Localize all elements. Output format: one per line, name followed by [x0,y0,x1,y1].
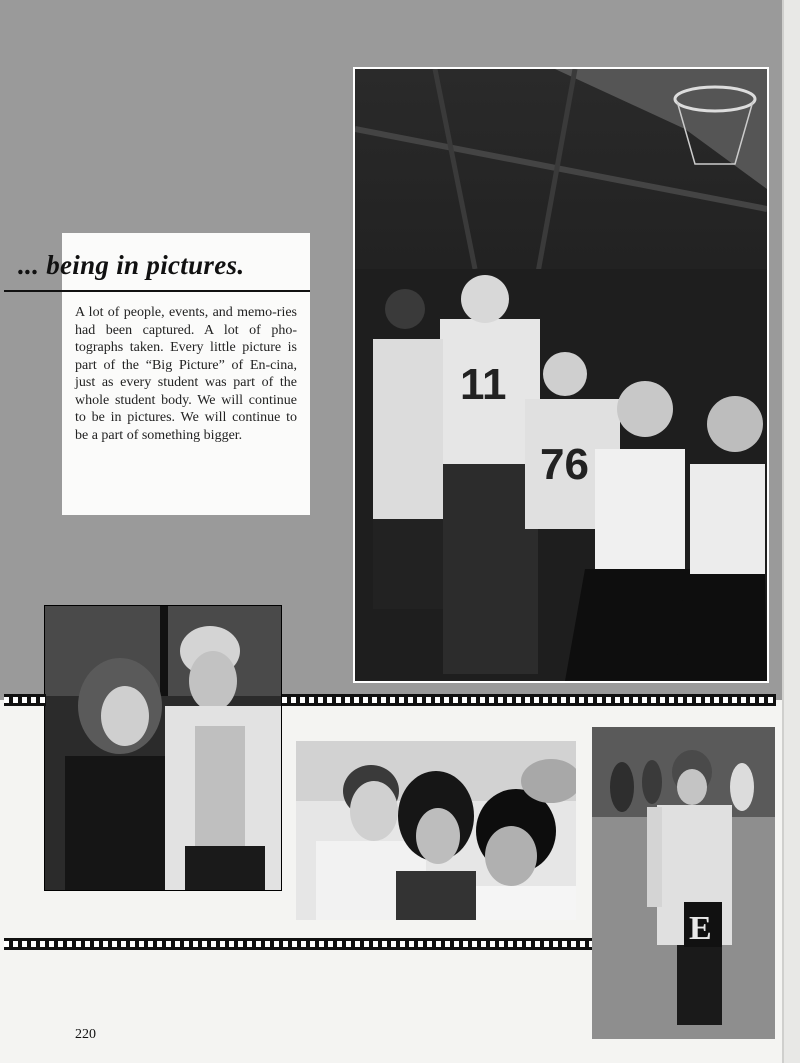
page-edge [782,0,800,1063]
group-image [296,741,576,920]
jersey-11-number: 11 [460,360,507,409]
page-number: 220 [75,1027,96,1042]
pep-rally-image [355,69,767,681]
group-photo [296,741,576,920]
couple-image [45,606,281,890]
page-heading: ... being in pictures. [18,250,245,280]
jersey-76-number: 76 [540,440,589,489]
heading-rule [4,290,310,292]
letter-e: E [689,910,712,947]
body-text: A lot of people, events, and memo-ries had been captured. A lot of pho-tographs taken. Every little picture is part of the “Big Picture” of En-cina, just as every student was part of the whole student body. We will continue to be in pictures. We will continue to be a part of something bigger. [75,305,297,443]
field-image [592,727,775,1039]
film-strip-top-left [4,694,46,706]
film-strip-top-right [282,694,776,706]
film-strip-bottom [4,938,592,950]
couple-photo [44,605,282,891]
pep-rally-photo [353,67,769,683]
field-photo [592,727,775,1039]
